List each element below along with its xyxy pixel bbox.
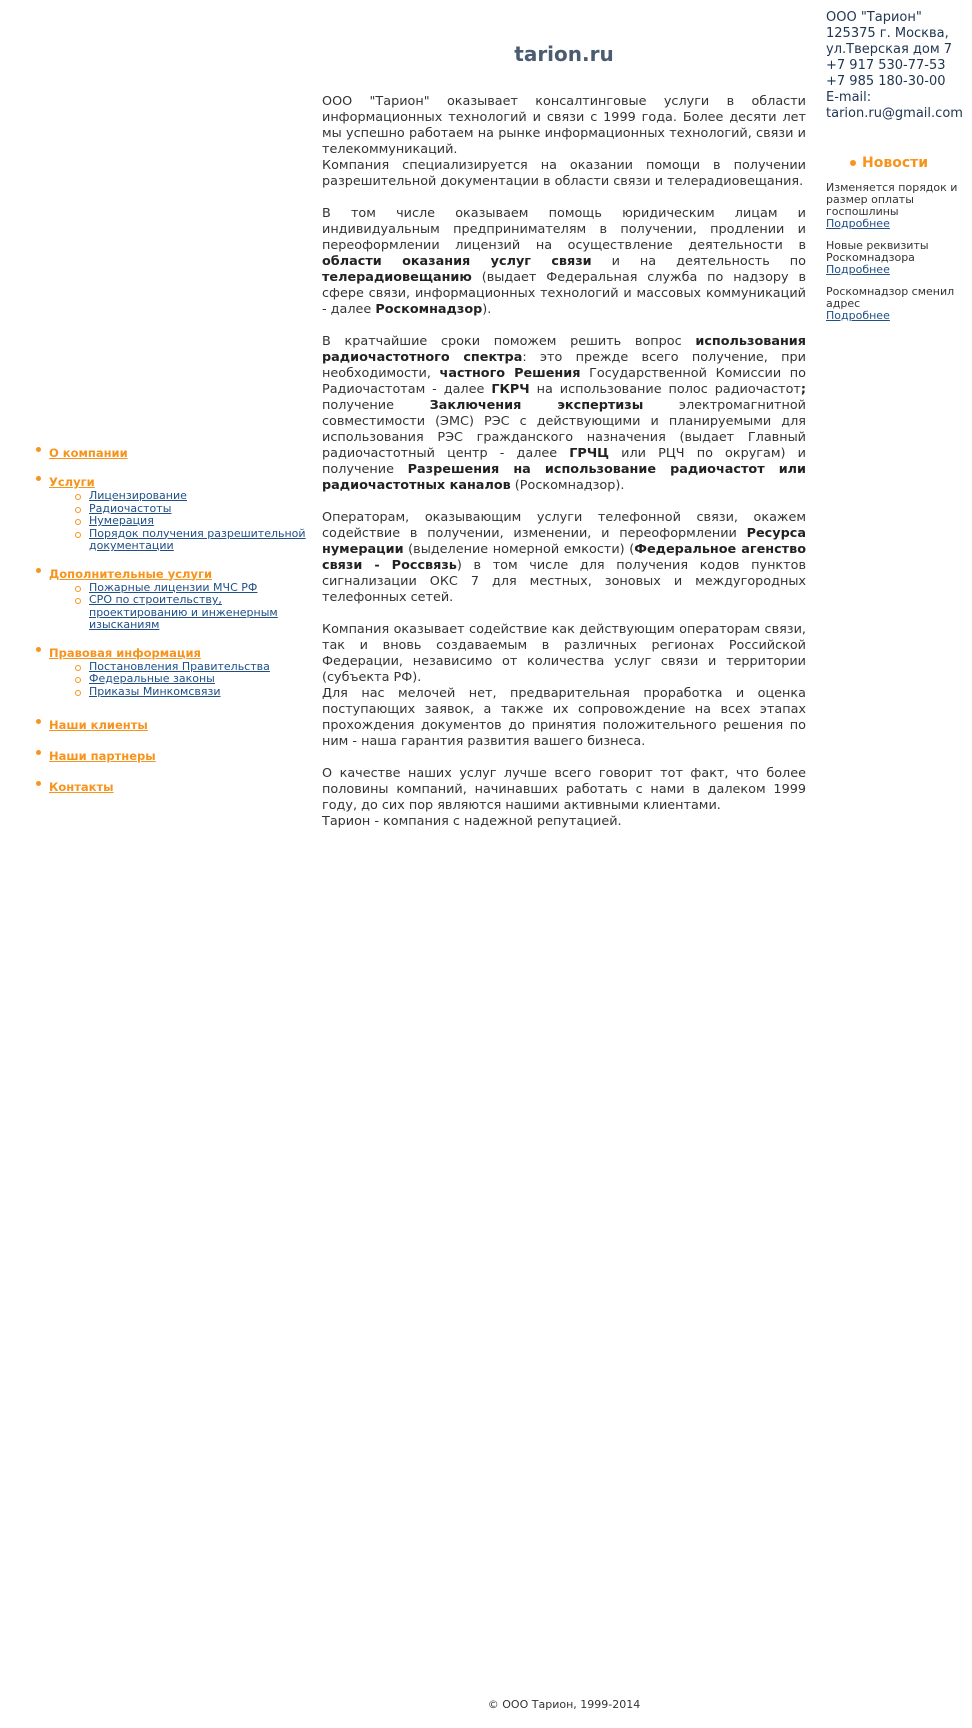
paragraph-numbering: Операторам, оказывающим услуги телефонной связи, окажем содействие в получении, изменении, и переоформлении Ресурса нумерации (выделение номерной емкости) (Федеральное агенство связи - Россвязь) в том числе для получения кодов пунктов сигнализации ОКС 7 для местных, зоновых и междугородных телефонных сетей.	[322, 510, 806, 605]
nav-section-partners	[36, 745, 306, 764]
paragraph-guarantee: Для нас мелочей нет, предварительная проработка и оценка поступающих заявок, а также их сопровождение на всех этапах прохождения документов до принятия положительного решения по ним - наша гарантия развития вашего бизнеса.	[322, 686, 806, 749]
paragraph-regions: Компания оказывает содействие как действующим операторам связи, так и вновь создаваемым в различных регионах Российской Федерации, независимо от количества услуг связи и территории (субъекта РФ).	[322, 622, 806, 685]
circle-bullet-icon	[75, 532, 81, 538]
nav-sublink-licensing[interactable]: Лицензирование	[89, 490, 306, 503]
company-name: ООО "Тарион"	[826, 10, 922, 25]
news-item	[826, 182, 972, 230]
news-more-link[interactable]: Подробнее	[826, 309, 890, 322]
paragraph-radio-spectrum: В кратчайшие сроки поможем решить вопрос использования радиочастотного спектра: это прежде всего получение, при необходимости, частного Решения Государственной Комиссии по Радиочастотам - далее ГКРЧ на использование полос радиочастот; получение Заключения экспертизы электромагнитной совместимости (ЭМС) РЭС с действующими и планируемыми для использования РЭС гражданского назначения (выдает Главный радиочастотный центр - далее ГРЧЦ или РЦЧ по округам) и получение Разрешения на использование радиочастот или радиочастотных каналов (Роскомнадзор).	[322, 334, 807, 493]
circle-bullet-icon	[75, 519, 81, 525]
nav-sublink-fire-licenses[interactable]: Пожарные лицензии МЧС РФ	[89, 582, 306, 595]
bullet-icon	[36, 568, 41, 573]
paragraph-reputation: Тарион - компания с надежной репутацией.	[322, 814, 622, 829]
nav-sublink-numbering[interactable]: Нумерация	[89, 515, 306, 528]
email-address: tarion.ru@gmail.com	[826, 106, 963, 121]
nav-section-services	[36, 471, 306, 553]
paragraph-quality: О качестве наших услуг лучше всего говорит тот факт, что более половины компаний, начинавших работать с нами в далеком 1999 году, до сих пор являются нашими активными клиентами.	[322, 766, 806, 813]
phone-1: +7 917 530-77-53	[826, 58, 946, 73]
nav-sublink-ministry-orders[interactable]: Приказы Минкомсвязи	[89, 686, 306, 699]
news-panel	[826, 154, 972, 322]
nav-sublink-government-decrees[interactable]: Постановления Правительства	[89, 661, 306, 674]
nav-section-about	[36, 442, 306, 461]
address-line-2: ул.Тверская дом 7	[826, 42, 953, 57]
news-item-text: Изменяется порядок и размер оплаты госпошлины	[826, 181, 958, 218]
extra-submenu	[49, 582, 306, 632]
main-content	[322, 94, 806, 830]
news-bullet-icon	[850, 160, 856, 166]
nav-link-about[interactable]: О компании	[49, 446, 128, 460]
news-header	[826, 154, 972, 172]
left-navigation	[36, 442, 306, 805]
circle-bullet-icon	[75, 665, 81, 671]
circle-bullet-icon	[75, 494, 81, 500]
nav-link-extra-services[interactable]: Дополнительные услуги	[49, 566, 213, 581]
news-item	[826, 240, 972, 276]
news-item-text: Новые реквизиты Роскомнадзора	[826, 239, 929, 264]
nav-sublink-sro[interactable]: СРО по строительству, проектированию и инженерным изысканиям	[89, 594, 306, 632]
nav-section-contacts	[36, 776, 306, 795]
news-header-label: Новости	[862, 155, 929, 171]
services-submenu	[49, 490, 306, 553]
nav-link-clients[interactable]: Наши клиенты	[49, 718, 148, 732]
bullet-icon	[36, 750, 41, 755]
bullet-icon	[36, 447, 41, 452]
legal-submenu	[49, 661, 306, 699]
paragraph-specialization: Компания специализируется на оказании помощи в получении разрешительной документации в области связи и телерадиовещания.	[322, 158, 806, 189]
news-more-link[interactable]: Подробнее	[826, 217, 890, 230]
nav-sublink-radio[interactable]: Радиочастоты	[89, 503, 306, 516]
bullet-icon	[36, 781, 41, 786]
nav-link-services[interactable]: Услуги	[49, 475, 95, 489]
email-label: E-mail:	[826, 90, 872, 105]
nav-section-legal	[36, 642, 306, 699]
bullet-icon	[36, 476, 41, 481]
nav-link-partners[interactable]: Наши партнеры	[49, 749, 156, 763]
news-more-link[interactable]: Подробнее	[826, 263, 890, 276]
circle-bullet-icon	[75, 677, 81, 683]
news-item	[826, 286, 972, 322]
nav-sublink-permits[interactable]: Порядок получения разрешительной документации	[89, 528, 306, 553]
bullet-icon	[36, 719, 41, 724]
contacts-block	[826, 10, 972, 122]
site-title: tarion.ru	[514, 42, 614, 66]
phone-2: +7 985 180-30-00	[826, 74, 946, 89]
circle-bullet-icon	[75, 586, 81, 592]
nav-link-contacts[interactable]: Контакты	[49, 780, 114, 794]
bullet-icon	[36, 647, 41, 652]
circle-bullet-icon	[75, 690, 81, 696]
nav-link-legal[interactable]: Правовая информация	[49, 645, 201, 660]
nav-section-extra	[36, 563, 306, 632]
news-item-text: Роскомнадзор сменил адрес	[826, 285, 955, 310]
address-line-1: 125375 г. Москва,	[826, 26, 949, 41]
nav-sublink-federal-laws[interactable]: Федеральные законы	[89, 673, 306, 686]
circle-bullet-icon	[75, 507, 81, 513]
circle-bullet-icon	[75, 598, 81, 604]
paragraph-intro: ООО "Тарион" оказывает консалтинговые услуги в области информационных технологий и связи с 1999 года. Более десяти лет мы успешно работаем на рынке информационных технологий, связи и телекоммуникаций.	[322, 94, 806, 157]
paragraph-licensing: В том числе оказываем помощь юридическим лицам и индивидуальным предпринимателям в получении, продлении и переоформлении лицензий на осуществление деятельности в области оказания услуг связи и на деятельность по телерадиовещанию (выдает Федеральная служба по надзору в сфере связи, информационных технологий и массовых коммуникаций - далее Роскомнадзор).	[322, 206, 806, 317]
footer-copyright: © ООО Тарион, 1999-2014	[487, 1698, 641, 1711]
nav-section-clients	[36, 714, 306, 733]
